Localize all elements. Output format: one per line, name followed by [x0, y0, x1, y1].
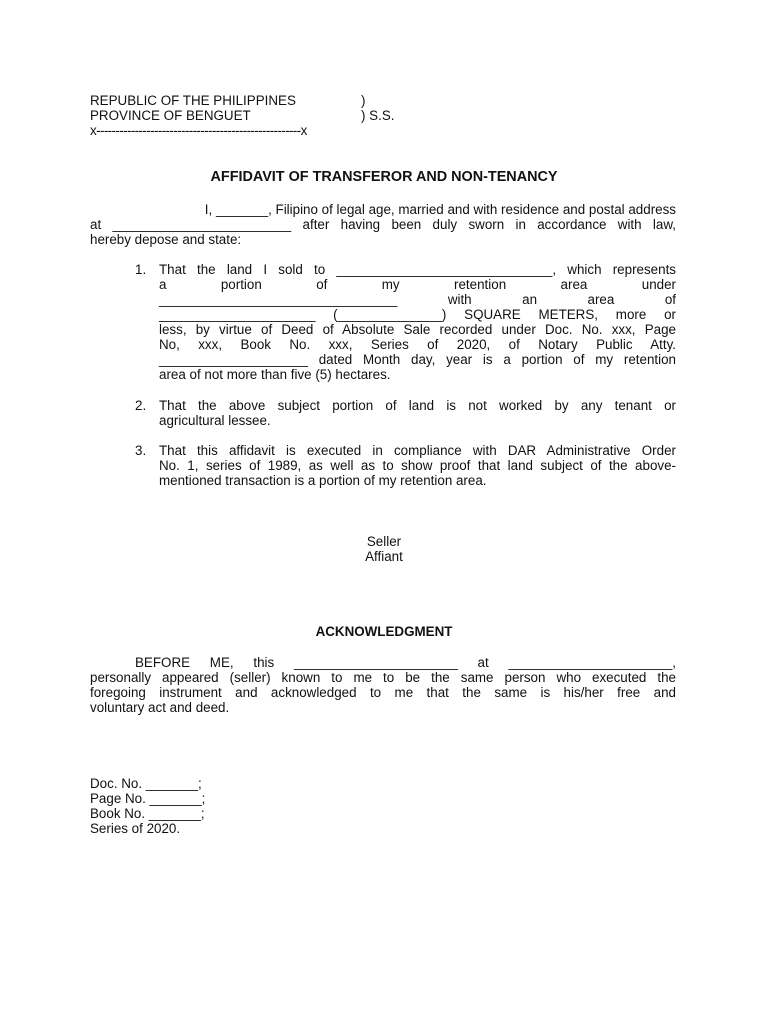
- list-item-line: ________________________________ with an area of: [159, 292, 676, 307]
- header-divider: x-----------------------------------------------------x: [90, 123, 307, 138]
- list-item-line: That this affidavit is executed in compliance with DAR Administrative Order: [159, 443, 676, 458]
- list-item-1: [135, 262, 676, 387]
- list-item-number: 2.: [135, 398, 147, 413]
- notarial-page-no: Page No. _______;: [90, 791, 206, 806]
- acknowledgment-line-1: BEFORE ME, this ______________________ at ______________________,: [135, 655, 676, 670]
- intro-line-1: I, _______, Filipino of legal age, married and with residence and postal address: [204, 202, 676, 217]
- list-item-line: area of not more than five (5) hectares.: [159, 367, 391, 382]
- header-bracket-ss: ) S.S.: [361, 108, 395, 123]
- header-province: PROVINCE OF BENGUET: [90, 108, 251, 123]
- notarial-series: Series of 2020.: [90, 821, 181, 836]
- intro-line-2: at ________________________ after having been duly sworn in accordance with law,: [90, 217, 676, 232]
- header-bracket-1: ): [361, 93, 366, 108]
- list-item-line: a portion of my retention area under: [159, 277, 676, 292]
- list-item-line: That the land I sold to _____________________________, which represents: [159, 262, 676, 277]
- list-item-2: [135, 398, 676, 430]
- list-item-line: That the above subject portion of land is not worked by any tenant or: [159, 398, 676, 413]
- list-item-line: No, xxx, Book No. xxx, Series of 2020, of Notary Public Atty.: [159, 337, 676, 352]
- list-item-line: agricultural lessee.: [159, 413, 271, 428]
- acknowledgment-title: ACKNOWLEDGMENT: [315, 624, 453, 639]
- list-item-number: 1.: [135, 262, 147, 277]
- list-item-3: [135, 443, 676, 490]
- acknowledgment-line-2: personally appeared (seller) known to me to be the same person who executed the: [90, 670, 676, 685]
- signature-seller: Seller: [366, 534, 402, 549]
- acknowledgment-line-4: voluntary act and deed.: [90, 700, 230, 715]
- signature-affiant: Affiant: [365, 549, 403, 564]
- list-item-number: 3.: [135, 443, 147, 458]
- list-item-line: ____________________ dated Month day, year is a portion of my retention: [159, 352, 676, 367]
- list-item-line: _____________________ (______________) SQUARE METERS, more or: [159, 307, 676, 322]
- notarial-book-no: Book No. _______;: [90, 806, 205, 821]
- document-title: AFFIDAVIT OF TRANSFEROR AND NON-TENANCY: [210, 169, 558, 185]
- list-item-line: less, by virtue of Deed of Absolute Sale recorded under Doc. No. xxx, Page: [159, 322, 676, 337]
- acknowledgment-line-3: foregoing instrument and acknowledged to me that the same is his/her free and: [90, 685, 676, 700]
- intro-line-3: hereby depose and state:: [90, 232, 242, 247]
- notarial-doc-no: Doc. No. _______;: [90, 776, 202, 791]
- list-item-line: mentioned transaction is a portion of my retention area.: [159, 473, 487, 488]
- header-republic: REPUBLIC OF THE PHILIPPINES: [90, 93, 296, 108]
- list-item-line: No. 1, series of 1989, as well as to show proof that land subject of the above-: [159, 458, 676, 473]
